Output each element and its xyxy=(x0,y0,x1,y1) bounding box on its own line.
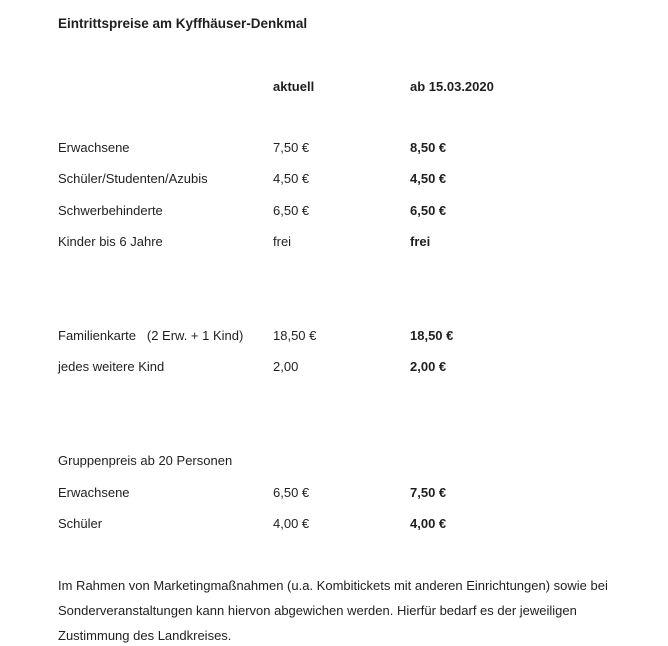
family-price-rows xyxy=(58,328,618,391)
price-row-gruppe-erwachsene xyxy=(58,485,618,516)
price-row-erwachsene xyxy=(58,140,618,171)
column-header-ab-date: ab 15.03.2020 xyxy=(410,79,494,94)
price-label: Erwachsene xyxy=(58,485,130,500)
price-row-schueler-studenten-azubis xyxy=(58,171,618,202)
price-label: Erwachsene xyxy=(58,140,130,155)
price-effective: 6,50 € xyxy=(410,202,447,218)
price-current: 18,50 € xyxy=(273,328,317,343)
price-effective: 8,50 € xyxy=(410,140,447,155)
price-current: 7,50 € xyxy=(273,140,310,155)
price-current: 6,50 € xyxy=(273,485,310,500)
price-effective: frei xyxy=(410,234,431,250)
price-effective: 4,00 € xyxy=(410,516,447,532)
price-label: Schüler/Studenten/Azubis xyxy=(58,171,208,187)
footnote xyxy=(58,573,618,646)
price-effective: 2,00 € xyxy=(410,359,447,375)
column-header-aktuell: aktuell xyxy=(273,79,315,94)
price-row-schwerbehinderte xyxy=(58,203,618,234)
footnote-line: Im Rahmen von Marketingmaßnahmen (u.a. Kombitickets mit anderen Einrichtungen) sowie bei xyxy=(58,578,608,593)
price-label: jedes weitere Kind xyxy=(58,359,165,375)
price-row-weiteres-kind xyxy=(58,359,618,390)
price-effective: 4,50 € xyxy=(410,171,447,187)
price-current: 4,50 € xyxy=(273,171,310,187)
group-price-rows xyxy=(58,485,618,548)
standard-price-rows xyxy=(58,140,618,266)
price-row-familienkarte xyxy=(58,328,618,359)
price-label: Kinder bis 6 Jahre xyxy=(58,234,163,250)
column-headers xyxy=(58,79,598,94)
group-section-heading: Gruppenpreis ab 20 Personen xyxy=(58,453,233,468)
price-row-kinder xyxy=(58,234,618,265)
price-label: Schüler xyxy=(58,516,103,532)
footnote-line: Sonderveranstaltungen kann hiervon abgewichen werden. Hierfür bedarf es der jeweiligen xyxy=(58,603,577,618)
price-effective: 7,50 € xyxy=(410,485,447,500)
price-label: Schwerbehinderte xyxy=(58,202,163,218)
price-effective: 18,50 € xyxy=(410,328,454,343)
document-title: Eintrittspreise am Kyffhäuser-Denkmal xyxy=(58,16,308,31)
price-current: 4,00 € xyxy=(273,516,310,532)
price-row-gruppe-schueler xyxy=(58,516,618,547)
price-current: 6,50 € xyxy=(273,202,310,218)
price-label: Familienkarte (2 Erw. + 1 Kind) xyxy=(58,328,244,343)
price-current: 2,00 xyxy=(273,359,299,375)
footnote-line: Zustimmung des Landkreises. xyxy=(58,628,232,643)
price-current: frei xyxy=(273,234,292,250)
